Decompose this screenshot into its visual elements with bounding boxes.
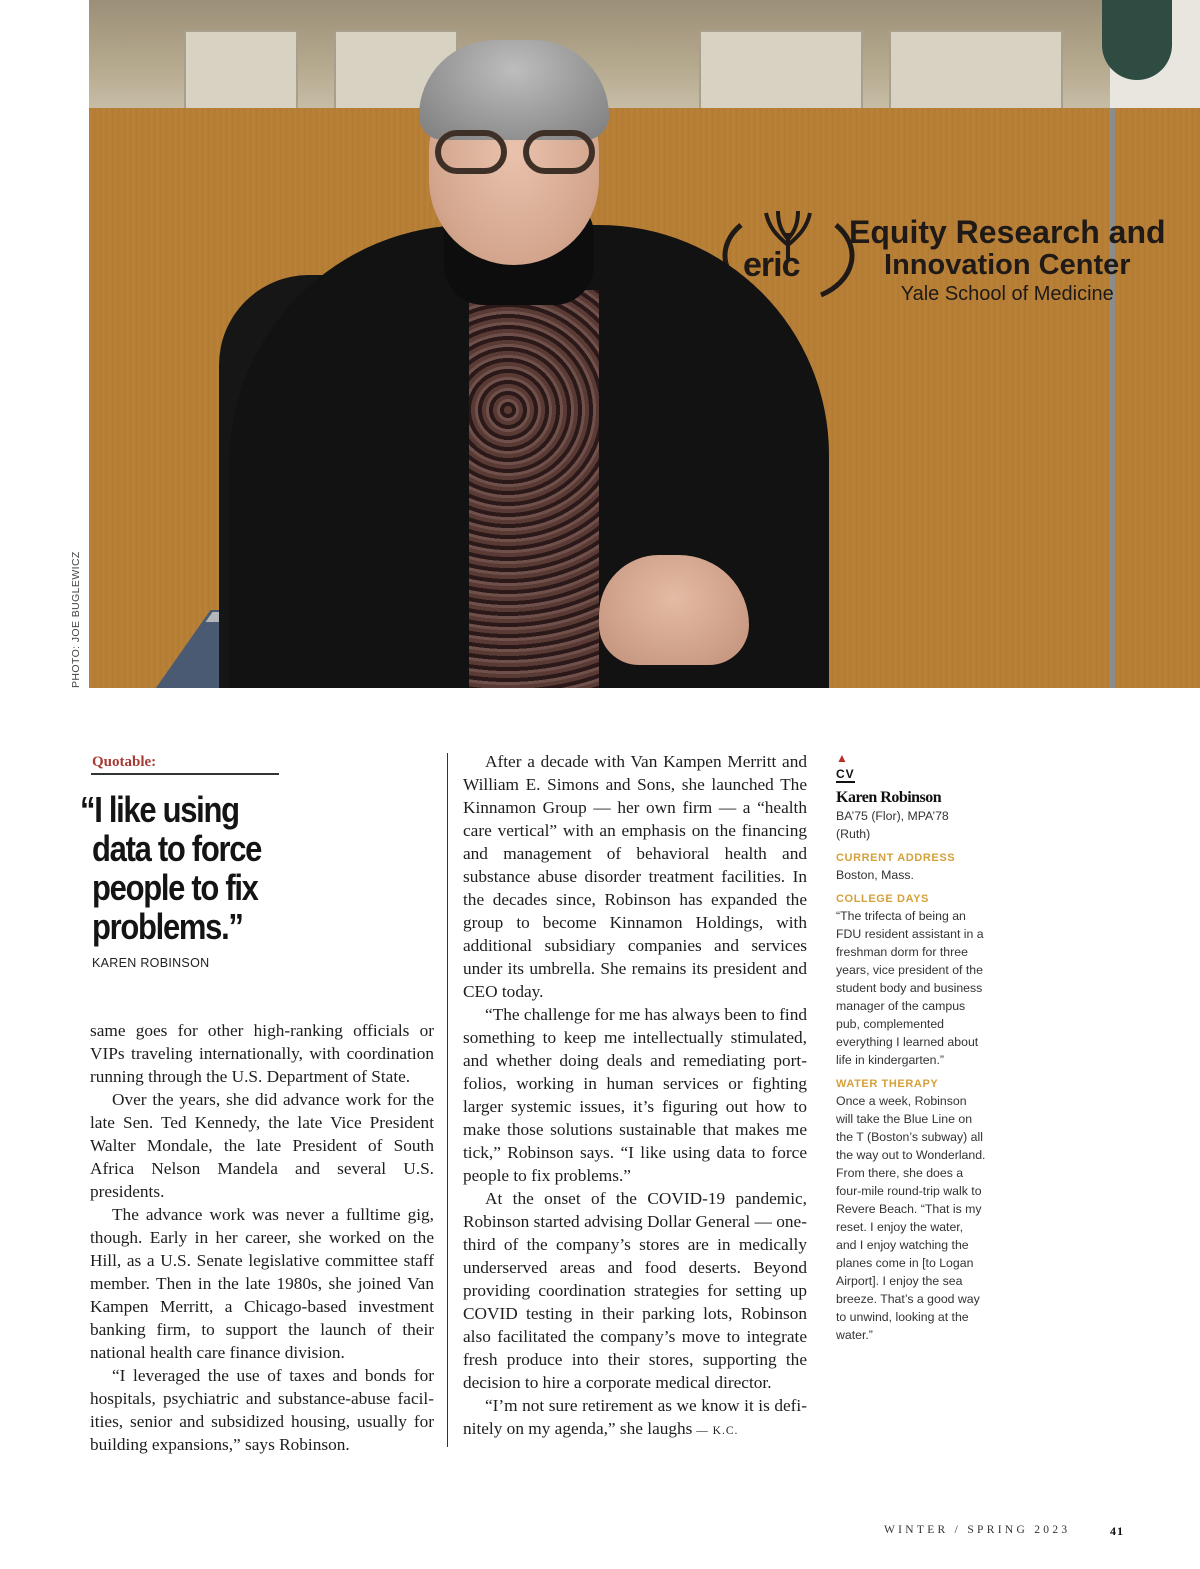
center-sign — [849, 215, 1166, 307]
cv-tag: CV — [836, 767, 855, 781]
quotable-label: Quotable: — [92, 754, 157, 770]
cv-address-heading: CURRENT ADDRESS — [836, 852, 956, 864]
cv-address: Boston, Mass. — [836, 868, 914, 882]
patterned-blouse — [469, 290, 599, 688]
paragraph: The advance work was never a fulltime gig, though. Early in her career, she worked on the Hill, as a U.S. Senate legislative committee staff member. Then in the late 1980s, she joined Van Kampen Merritt, a Chicago-based investment banking firm, to support the launch of their national health care finance division. — [90, 1205, 434, 1362]
article-column-1 — [90, 1019, 434, 1456]
cv-college-heading: COLLEGE DAYS — [836, 893, 929, 905]
cv-sidebar — [836, 751, 986, 1344]
cubicle-divider — [1109, 108, 1115, 688]
paragraph: After a decade with Van Kampen Merritt and William E. Simons and Sons, she launched The Kinnamon Group — her own firm — a “health care vertical” with an emphasis on the financing and management of behavioral health and substance abuse disorder treatment facilities. In the decades since, Robinson has expanded the group to become Kinnamon Holdings, with additional subsidiary companies and services under its umbrella. She remains its president and CEO today. — [463, 752, 807, 1001]
triangle-marker-icon: ▲ — [836, 751, 848, 765]
paragraph: Over the years, she did advance work for the late Sen. Ted Kennedy, the late Vice President Walter Mondale, the late President of South Africa Nelson Mandela and several U.S. presidents. — [90, 1090, 434, 1201]
cv-name: Karen Robinson — [836, 789, 942, 806]
paragraph-text: “I’m not sure retirement as we know it is definitely on my agenda,” she laughs — [463, 1396, 807, 1438]
portrait-photo — [89, 0, 1200, 688]
page-number: 41 — [1110, 1524, 1124, 1538]
photo-credit: PHOTO: JOE BUGLEWICZ — [70, 551, 82, 688]
paragraph: same goes for other high-ranking officials or VIPs traveling internationally, with coordination running through the U.S. Department of State. — [90, 1021, 434, 1086]
green-sign — [1102, 0, 1172, 80]
sign-line-3: Yale School of Medicine — [900, 283, 1114, 305]
cv-water-heading: WATER THERAPY — [836, 1078, 939, 1090]
quotable-rule — [91, 773, 279, 775]
issue-label: WINTER / SPRING 2023 — [884, 1524, 1071, 1536]
sign-line-2: Innovation Center — [884, 249, 1131, 281]
cv-water: Once a week, Robinson will take the Blue Line on the T (Boston’s subway) all the way out to Wonderland. From there, she does a four-mile round-trip walk to Revere Beach. “That is my reset. I enjoy the water, and I enjoy watching the planes come in [to Logan Airport]. I enjoy the sea breeze. That’s a good way to unwind, looking at the water.” — [836, 1094, 986, 1342]
paragraph: “The challenge for me has always been to find something to keep me intellectually stimulated, and whether doing deals and remediating portfolios, working in human services or fighting larger systemic issues, it’s figuring out how to make those solutions sustainable that makes me tick,” Robinson says. “I like using data to force people to fix problems.” — [463, 1005, 807, 1185]
author-signoff: — K.C. — [692, 1425, 739, 1437]
quote-line: problems.” — [92, 906, 243, 947]
wall-board — [889, 30, 1063, 114]
sign-abbreviation: eric — [743, 246, 800, 284]
cv-college: “The trifecta of being an FDU resident assistant in a freshman dorm for three years, vice president of the student body and business manager of the campus pub, complemented everything I learned about life in kindergarten.” — [836, 909, 984, 1067]
hair — [419, 40, 609, 140]
glasses — [431, 130, 599, 176]
quote-line: “I like using — [80, 789, 239, 830]
paragraph-final — [463, 1394, 807, 1443]
person-figure — [219, 35, 869, 688]
sign-line-1: Equity Research and — [849, 214, 1166, 250]
column-divider — [447, 753, 448, 1447]
quote-line: data to force — [92, 828, 262, 869]
cv-degrees: BA’75 (Flor), MPA’78 (Ruth) — [836, 809, 949, 841]
paragraph: “I leveraged the use of taxes and bonds for hospitals, psychiatric and substance-abuse facilities, senior and subsidized housing, usually for building expansions,” says Robinson. — [90, 1366, 434, 1454]
quote-attribution: KAREN ROBINSON — [92, 956, 210, 970]
pull-quote — [80, 790, 295, 946]
quote-line: people to fix — [92, 867, 258, 908]
article-column-2 — [463, 750, 807, 1443]
paragraph: At the onset of the COVID-19 pandemic, Robinson started advising Dollar General — one-third of the company’s stores are in medically underserved areas and food deserts. Beyond providing coordination strategies for setting up COVID testing in their parking lots, Robinson also facilitated the company’s move to integrate fresh produce into their stores, supporting the decision to hire a corporate medical director. — [463, 1189, 807, 1392]
